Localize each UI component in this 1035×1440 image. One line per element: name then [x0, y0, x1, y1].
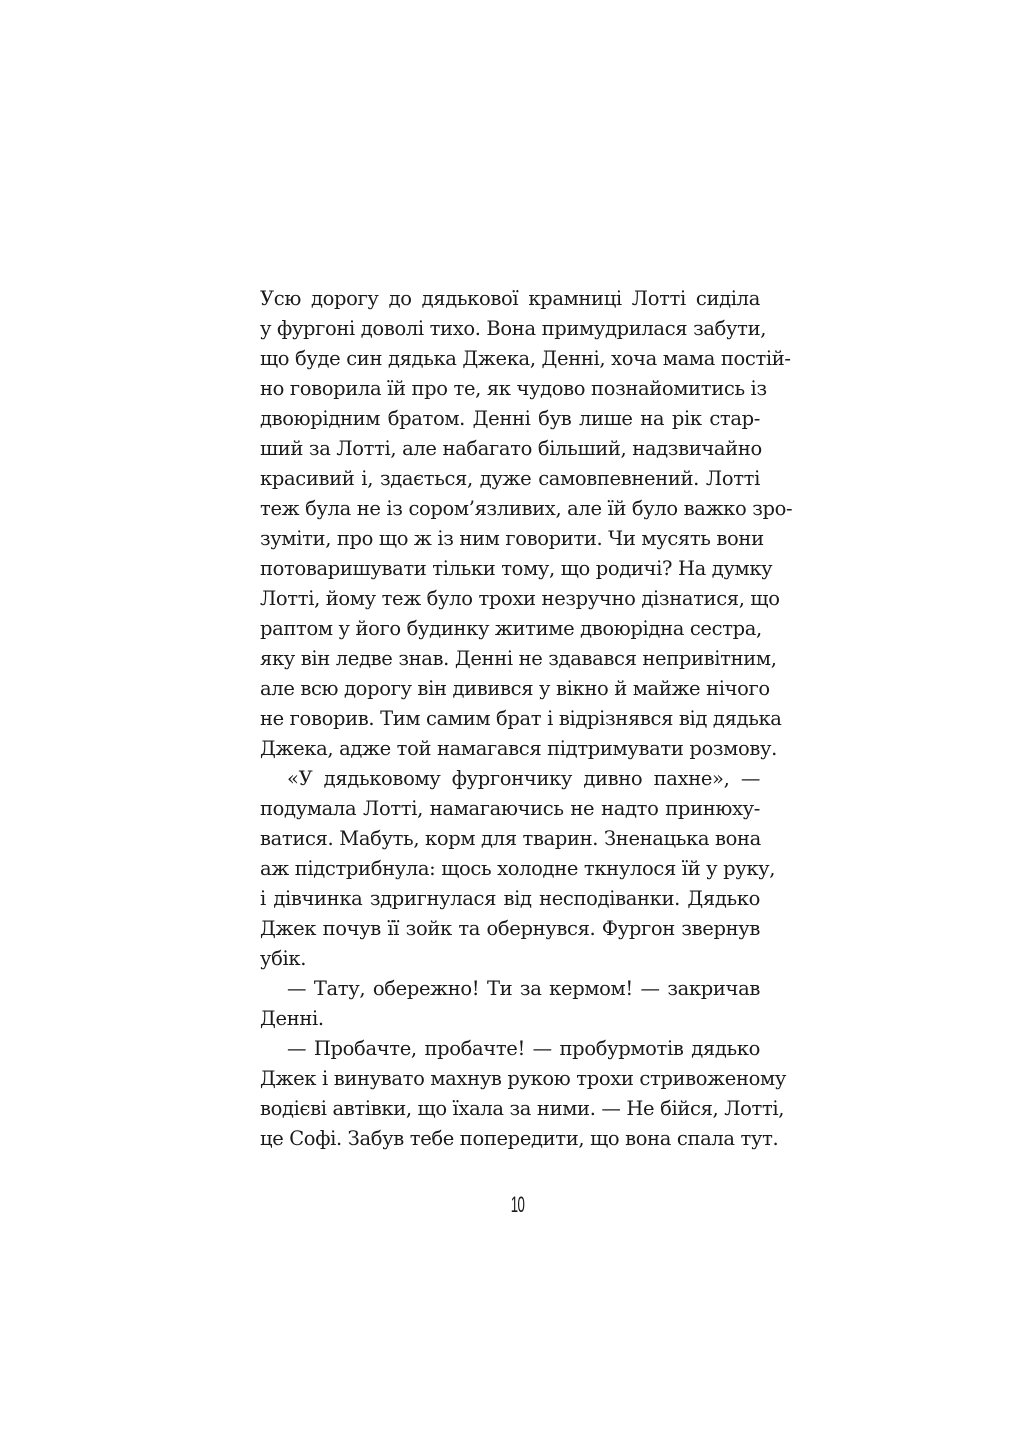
paragraph-2 — [260, 764, 776, 974]
text-line: Джек і винувато махнув рукою трохи стривоженому — [260, 1067, 786, 1090]
text-line: Джек почув її зойк та обернувся. Фургон звернув — [260, 917, 760, 940]
text-line: убік. — [260, 947, 307, 970]
text-line: зуміти, про що ж із ним говорити. Чи мусять вони — [260, 527, 764, 550]
text-line: Лотті, йому теж було трохи незручно дізнатися, що — [260, 587, 780, 610]
text-line: Усю дорогу до дядькової крамниці Лотті сиділа — [260, 287, 760, 310]
text-line: ший за Лотті, але набагато більший, надзвичайно — [260, 437, 762, 460]
text-line: і дівчинка здригнулася від несподіванки. Дядько — [260, 887, 760, 910]
text-line: подумала Лотті, намагаючись не надто принюху- — [260, 797, 760, 820]
text-line: не говорив. Тим самим брат і відрізнявся від дядька — [260, 707, 782, 730]
text-line: ватися. Мабуть, корм для тварин. Зненацька вона — [260, 827, 761, 850]
text-line: Денні. — [260, 1007, 324, 1030]
body-text — [260, 284, 793, 1154]
text-line: яку він ледве знав. Денні не здавався непривітним, — [260, 647, 777, 670]
text-line: но говорила їй про те, як чудово познайомитись із — [260, 377, 767, 400]
text-line: це Софі. Забув тебе попередити, що вона спала тут. — [260, 1127, 779, 1150]
paragraph-1 — [260, 284, 793, 764]
text-line: у фургоні доволі тихо. Вона примудрилася забути, — [260, 317, 767, 340]
text-line: водієві автівки, що їхала за ними. — Не бійся, Лотті, — [260, 1097, 785, 1120]
text-line: потоваришувати тільки тому, що родичі? На думку — [260, 557, 773, 580]
text-line: двоюрідним братом. Денні був лише на рік стар- — [260, 407, 760, 430]
text-line: красивий і, здається, дуже самовпевнений. Лотті — [260, 467, 760, 490]
page-number: 10 — [510, 1192, 525, 1217]
text-line: — Тату, обережно! Ти за кермом! — закричав — [287, 977, 760, 1000]
text-line: але всю дорогу він дивився у вікно й майже нічого — [260, 677, 770, 700]
text-line: раптом у його будинку житиме двоюрідна сестра, — [260, 617, 762, 640]
text-line: аж підстрибнула: щось холодне ткнулося їй у руку, — [260, 857, 776, 880]
text-line: — Пробачте, пробачте! — пробурмотів дядько — [287, 1037, 760, 1060]
text-line: теж була не із сором’язливих, але їй було важко зро- — [260, 497, 793, 520]
paragraph-4 — [260, 1034, 786, 1154]
text-line: «У дядьковому фургончику дивно пахне», — — [287, 767, 760, 790]
text-line: що буде син дядька Джека, Денні, хоча мама постій- — [260, 347, 791, 370]
paragraph-3 — [260, 974, 760, 1034]
text-line: Джека, адже той намагався підтримувати розмову. — [260, 737, 777, 760]
